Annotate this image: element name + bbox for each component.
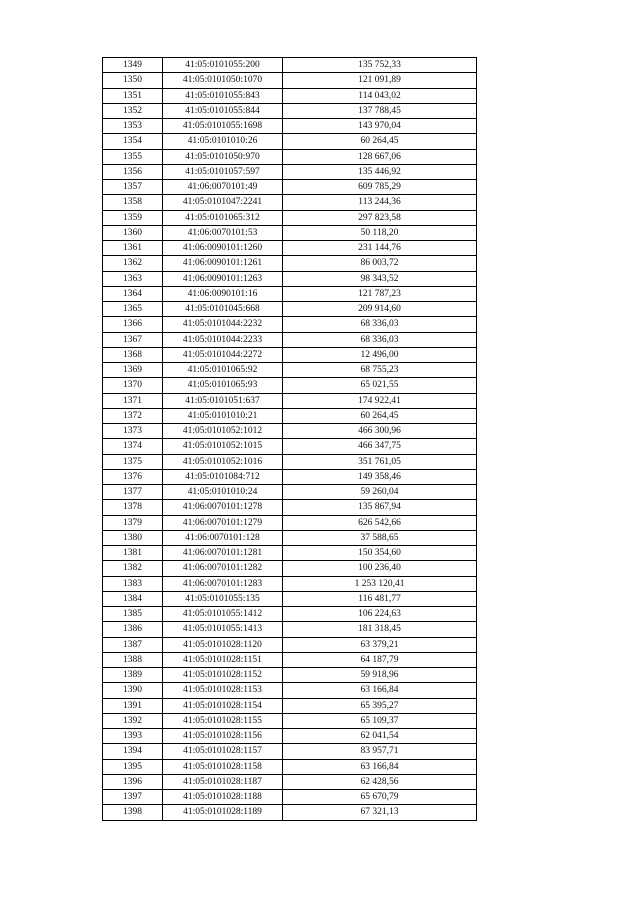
cadastral-value-table	[102, 57, 477, 821]
cadastral-number-cell: 41:05:0101055:843	[163, 88, 283, 103]
row-number-cell: 1380	[103, 530, 163, 545]
table-row	[103, 88, 477, 103]
row-number-cell: 1367	[103, 332, 163, 347]
cadastral-value-cell: 351 761,05	[283, 454, 477, 469]
row-number-cell: 1370	[103, 378, 163, 393]
table-row	[103, 561, 477, 576]
cadastral-number-cell: 41:05:0101045:668	[163, 302, 283, 317]
cadastral-value-cell: 83 957,71	[283, 744, 477, 759]
row-number-cell: 1393	[103, 729, 163, 744]
row-number-cell: 1385	[103, 607, 163, 622]
cadastral-number-cell: 41:05:0101044:2232	[163, 317, 283, 332]
cadastral-value-cell: 37 588,65	[283, 530, 477, 545]
table-row	[103, 408, 477, 423]
cadastral-number-cell: 41:05:0101055:135	[163, 591, 283, 606]
cadastral-value-cell: 59 260,04	[283, 485, 477, 500]
cadastral-number-cell: 41:05:0101044:2272	[163, 347, 283, 362]
table-row	[103, 103, 477, 118]
table-row	[103, 668, 477, 683]
row-number-cell: 1361	[103, 241, 163, 256]
row-number-cell: 1352	[103, 103, 163, 118]
cadastral-number-cell: 41:05:0101057:597	[163, 164, 283, 179]
cadastral-value-cell: 113 244,36	[283, 195, 477, 210]
row-number-cell: 1378	[103, 500, 163, 515]
table-row	[103, 378, 477, 393]
cadastral-value-cell: 60 264,45	[283, 408, 477, 423]
cadastral-number-cell: 41:06:0070101:1283	[163, 576, 283, 591]
cadastral-number-cell: 41:05:0101055:1698	[163, 119, 283, 134]
cadastral-value-cell: 68 336,03	[283, 332, 477, 347]
row-number-cell: 1398	[103, 805, 163, 820]
table-row	[103, 393, 477, 408]
table-row	[103, 241, 477, 256]
cadastral-value-cell: 65 670,79	[283, 790, 477, 805]
table-row	[103, 439, 477, 454]
cadastral-value-cell: 114 043,02	[283, 88, 477, 103]
table-row	[103, 332, 477, 347]
cadastral-value-cell: 50 118,20	[283, 225, 477, 240]
cadastral-value-cell: 121 091,89	[283, 73, 477, 88]
row-number-cell: 1391	[103, 698, 163, 713]
cadastral-number-cell: 41:05:0101052:1012	[163, 424, 283, 439]
table-row	[103, 256, 477, 271]
cadastral-number-cell: 41:05:0101052:1015	[163, 439, 283, 454]
cadastral-value-cell: 64 187,79	[283, 652, 477, 667]
cadastral-number-cell: 41:05:0101028:1156	[163, 729, 283, 744]
table-row	[103, 576, 477, 591]
table-row	[103, 164, 477, 179]
table-row	[103, 622, 477, 637]
row-number-cell: 1360	[103, 225, 163, 240]
row-number-cell: 1379	[103, 515, 163, 530]
cadastral-value-cell: 466 347,75	[283, 439, 477, 454]
row-number-cell: 1362	[103, 256, 163, 271]
table-row	[103, 58, 477, 73]
cadastral-value-cell: 65 109,37	[283, 713, 477, 728]
cadastral-number-cell: 41:05:0101050:1070	[163, 73, 283, 88]
table-row	[103, 302, 477, 317]
cadastral-number-cell: 41:05:0101028:1151	[163, 652, 283, 667]
cadastral-number-cell: 41:05:0101065:92	[163, 363, 283, 378]
table-row	[103, 713, 477, 728]
cadastral-value-cell: 98 343,52	[283, 271, 477, 286]
row-number-cell: 1374	[103, 439, 163, 454]
row-number-cell: 1363	[103, 271, 163, 286]
table-row	[103, 271, 477, 286]
table-row	[103, 347, 477, 362]
table-row	[103, 637, 477, 652]
row-number-cell: 1356	[103, 164, 163, 179]
cadastral-value-cell: 609 785,29	[283, 180, 477, 195]
cadastral-value-cell: 60 264,45	[283, 134, 477, 149]
cadastral-number-cell: 41:06:0070101:1281	[163, 546, 283, 561]
cadastral-number-cell: 41:05:0101028:1157	[163, 744, 283, 759]
row-number-cell: 1369	[103, 363, 163, 378]
cadastral-number-cell: 41:05:0101047:2241	[163, 195, 283, 210]
table-row	[103, 729, 477, 744]
row-number-cell: 1382	[103, 561, 163, 576]
table-row	[103, 805, 477, 820]
row-number-cell: 1353	[103, 119, 163, 134]
cadastral-value-cell: 137 788,45	[283, 103, 477, 118]
row-number-cell: 1375	[103, 454, 163, 469]
row-number-cell: 1396	[103, 774, 163, 789]
cadastral-value-cell: 121 787,23	[283, 286, 477, 301]
cadastral-value-cell: 65 021,55	[283, 378, 477, 393]
table-row	[103, 500, 477, 515]
table-row	[103, 363, 477, 378]
table-row	[103, 180, 477, 195]
cadastral-value-cell: 150 354,60	[283, 546, 477, 561]
cadastral-number-cell: 41:06:0090101:1263	[163, 271, 283, 286]
cadastral-value-cell: 106 224,63	[283, 607, 477, 622]
cadastral-value-cell: 1 253 120,41	[283, 576, 477, 591]
row-number-cell: 1387	[103, 637, 163, 652]
cadastral-number-cell: 41:05:0101052:1016	[163, 454, 283, 469]
cadastral-number-cell: 41:06:0090101:1260	[163, 241, 283, 256]
cadastral-number-cell: 41:05:0101028:1155	[163, 713, 283, 728]
row-number-cell: 1381	[103, 546, 163, 561]
table-row	[103, 195, 477, 210]
cadastral-value-cell: 143 970,04	[283, 119, 477, 134]
cadastral-number-cell: 41:05:0101028:1152	[163, 668, 283, 683]
table-row	[103, 73, 477, 88]
row-number-cell: 1395	[103, 759, 163, 774]
table-row	[103, 485, 477, 500]
cadastral-number-cell: 41:06:0070101:1282	[163, 561, 283, 576]
cadastral-value-cell: 63 379,21	[283, 637, 477, 652]
cadastral-value-cell: 135 752,33	[283, 58, 477, 73]
table-row	[103, 210, 477, 225]
table-row	[103, 759, 477, 774]
table-row	[103, 469, 477, 484]
table-row	[103, 317, 477, 332]
table-row	[103, 119, 477, 134]
cadastral-number-cell: 41:06:0090101:1261	[163, 256, 283, 271]
table-row	[103, 607, 477, 622]
table-row	[103, 286, 477, 301]
cadastral-value-cell: 86 003,72	[283, 256, 477, 271]
cadastral-value-cell: 116 481,77	[283, 591, 477, 606]
row-number-cell: 1354	[103, 134, 163, 149]
row-number-cell: 1364	[103, 286, 163, 301]
row-number-cell: 1350	[103, 73, 163, 88]
cadastral-value-cell: 68 755,23	[283, 363, 477, 378]
cadastral-value-cell: 68 336,03	[283, 317, 477, 332]
cadastral-value-cell: 209 914,60	[283, 302, 477, 317]
table-row	[103, 134, 477, 149]
cadastral-number-cell: 41:05:0101051:637	[163, 393, 283, 408]
cadastral-number-cell: 41:05:0101065:93	[163, 378, 283, 393]
table-row	[103, 515, 477, 530]
row-number-cell: 1383	[103, 576, 163, 591]
row-number-cell: 1358	[103, 195, 163, 210]
table-row	[103, 774, 477, 789]
table-row	[103, 591, 477, 606]
cadastral-number-cell: 41:05:0101055:200	[163, 58, 283, 73]
cadastral-number-cell: 41:06:0090101:16	[163, 286, 283, 301]
row-number-cell: 1397	[103, 790, 163, 805]
row-number-cell: 1394	[103, 744, 163, 759]
cadastral-value-cell: 181 318,45	[283, 622, 477, 637]
table-row	[103, 698, 477, 713]
table-row	[103, 683, 477, 698]
cadastral-number-cell: 41:05:0101028:1187	[163, 774, 283, 789]
table-row	[103, 454, 477, 469]
row-number-cell: 1351	[103, 88, 163, 103]
row-number-cell: 1389	[103, 668, 163, 683]
cadastral-number-cell: 41:05:0101028:1158	[163, 759, 283, 774]
cadastral-number-cell: 41:06:0070101:1279	[163, 515, 283, 530]
cadastral-value-cell: 135 867,94	[283, 500, 477, 515]
cadastral-number-cell: 41:05:0101010:26	[163, 134, 283, 149]
row-number-cell: 1349	[103, 58, 163, 73]
row-number-cell: 1355	[103, 149, 163, 164]
table-row	[103, 652, 477, 667]
cadastral-number-cell: 41:05:0101055:844	[163, 103, 283, 118]
table-row	[103, 225, 477, 240]
cadastral-value-cell: 231 144,76	[283, 241, 477, 256]
cadastral-value-cell: 12 496,00	[283, 347, 477, 362]
row-number-cell: 1376	[103, 469, 163, 484]
cadastral-number-cell: 41:05:0101028:1189	[163, 805, 283, 820]
cadastral-number-cell: 41:05:0101010:24	[163, 485, 283, 500]
table-row	[103, 744, 477, 759]
cadastral-value-cell: 135 446,92	[283, 164, 477, 179]
cadastral-number-cell: 41:05:0101028:1154	[163, 698, 283, 713]
cadastral-number-cell: 41:06:0070101:1278	[163, 500, 283, 515]
cadastral-number-cell: 41:06:0070101:128	[163, 530, 283, 545]
row-number-cell: 1384	[103, 591, 163, 606]
cadastral-value-cell: 626 542,66	[283, 515, 477, 530]
cadastral-value-cell: 297 823,58	[283, 210, 477, 225]
row-number-cell: 1371	[103, 393, 163, 408]
row-number-cell: 1392	[103, 713, 163, 728]
cadastral-number-cell: 41:06:0070101:53	[163, 225, 283, 240]
cadastral-number-cell: 41:05:0101028:1188	[163, 790, 283, 805]
cadastral-number-cell: 41:05:0101084:712	[163, 469, 283, 484]
cadastral-number-cell: 41:05:0101050:970	[163, 149, 283, 164]
cadastral-value-cell: 174 922,41	[283, 393, 477, 408]
cadastral-value-cell: 62 041,54	[283, 729, 477, 744]
row-number-cell: 1366	[103, 317, 163, 332]
table-row	[103, 546, 477, 561]
table-row	[103, 790, 477, 805]
cadastral-number-cell: 41:05:0101055:1412	[163, 607, 283, 622]
cadastral-number-cell: 41:05:0101028:1120	[163, 637, 283, 652]
cadastral-value-cell: 100 236,40	[283, 561, 477, 576]
cadastral-number-cell: 41:05:0101065:312	[163, 210, 283, 225]
row-number-cell: 1357	[103, 180, 163, 195]
cadastral-value-cell: 128 667,06	[283, 149, 477, 164]
cadastral-number-cell: 41:05:0101028:1153	[163, 683, 283, 698]
table-row	[103, 530, 477, 545]
cadastral-value-cell: 67 321,13	[283, 805, 477, 820]
cadastral-number-cell: 41:05:0101044:2233	[163, 332, 283, 347]
cadastral-value-cell: 149 358,46	[283, 469, 477, 484]
cadastral-number-cell: 41:05:0101010:21	[163, 408, 283, 423]
row-number-cell: 1359	[103, 210, 163, 225]
table-body	[103, 58, 477, 821]
table-row	[103, 424, 477, 439]
cadastral-value-cell: 65 395,27	[283, 698, 477, 713]
cadastral-number-cell: 41:05:0101055:1413	[163, 622, 283, 637]
row-number-cell: 1388	[103, 652, 163, 667]
row-number-cell: 1365	[103, 302, 163, 317]
cadastral-value-cell: 63 166,84	[283, 683, 477, 698]
row-number-cell: 1377	[103, 485, 163, 500]
row-number-cell: 1373	[103, 424, 163, 439]
row-number-cell: 1386	[103, 622, 163, 637]
cadastral-number-cell: 41:06:0070101:49	[163, 180, 283, 195]
table-row	[103, 149, 477, 164]
cadastral-value-cell: 63 166,84	[283, 759, 477, 774]
row-number-cell: 1390	[103, 683, 163, 698]
cadastral-value-cell: 466 300,96	[283, 424, 477, 439]
cadastral-value-cell: 59 918,96	[283, 668, 477, 683]
row-number-cell: 1372	[103, 408, 163, 423]
cadastral-value-cell: 62 428,56	[283, 774, 477, 789]
row-number-cell: 1368	[103, 347, 163, 362]
